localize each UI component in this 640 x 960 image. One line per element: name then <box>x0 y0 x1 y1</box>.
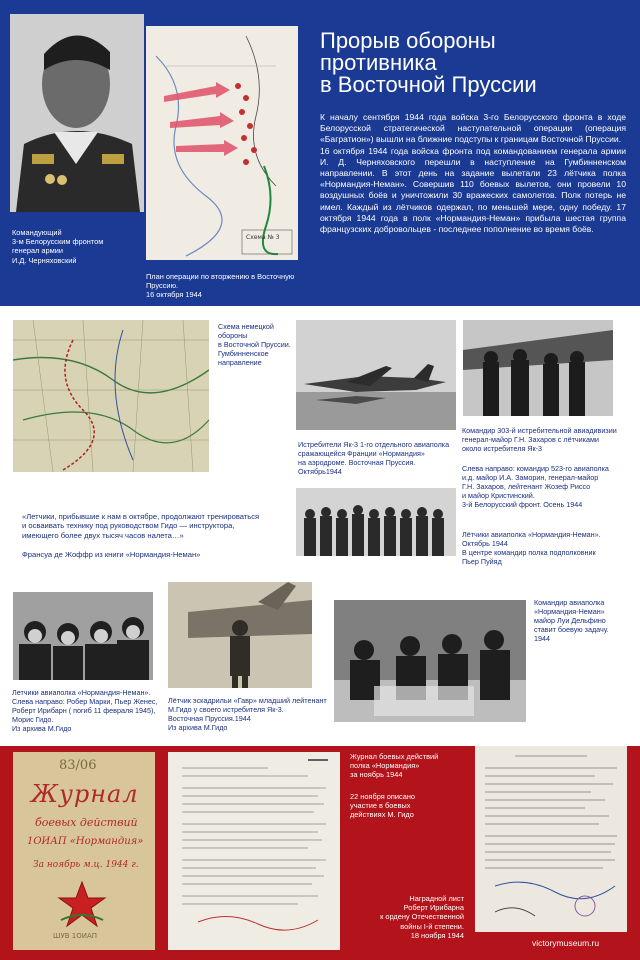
zakharov-pilots-photo <box>463 320 613 416</box>
journal-archive-mark: ШУВ 1ОИАП <box>53 932 98 940</box>
commander-portrait-photo <box>10 14 144 212</box>
journal-line3: 1ОИАП «Нормандия» <box>27 836 144 847</box>
red-star-icon <box>57 880 107 928</box>
journal-line4: За ноябрь м.ц. 1944 г. <box>33 860 139 870</box>
svg-text:Схема № 3: Схема № 3 <box>246 234 280 241</box>
journal-caption: Журнал боевых действий полка «Нормандия» за ноябрь 1944 <box>350 752 439 780</box>
journal-title-word: Журнал <box>31 780 139 808</box>
quote-source: Франсуа де Жоффр из книги «Нормандия-Неман» <box>22 550 201 559</box>
zakharov-caption: Командир 303-й истребительной авиадивизии генерал-майор Г.Н. Захаров с лётчиками около истребителя Як-3 <box>462 426 617 453</box>
four-pilots-caption: Летчики авиаполка «Нормандия-Неман». Слева направо: Робер Марки, Пьер Женес, Роберт Ирибарн ( погиб 11 февраля 1945), Морис Гидо. Из архива М.Гидо <box>12 688 158 733</box>
operation-plan-map <box>146 26 298 260</box>
commander-caption: Командующий 3-м Белорусским фронтом генерал армии И.Д. Черняховский <box>12 228 104 265</box>
pilots-group-photo <box>296 488 456 556</box>
operation-plan-caption: План операции по вторжению в Восточную Пруссию. 16 октября 1944 <box>146 272 295 300</box>
delfino-caption: Командир авиаполка «Нормандия-Неман» майор Луи Дельфино ставит боевую задачу. 1944 <box>534 598 609 643</box>
journal-line2: боевых действий <box>35 816 138 829</box>
four-pilots-photo <box>13 592 153 680</box>
page-title-line: противника <box>320 50 437 75</box>
pilots-quote: «Летчики, прибывшие к нам в октябре, продолжают тренироваться и осваивать технику под руководством Гидо — инструктора, имеющего более двух тысяч часов налета…» <box>22 512 260 540</box>
regiment-523-caption: Слева направо: командир 523-го авиаполка и.д. майор И.А. Заморин, генерал-майор Г.Н. Захаров, лейтенант Жозеф Риссо и майор Кристинский. 3-й Белорусский фронт. Осень 1944 <box>462 464 609 509</box>
page-title-line: в Восточной Пруссии <box>320 72 537 97</box>
award-caption: Наградной лист Роберт Ирибарна к ордену Отечественной войны I-й степени. 18 ноября 1944 <box>380 894 464 940</box>
gavr-pilot-photo <box>168 582 312 688</box>
pilots-october-caption: Лётчики авиаполка «Нормандия-Неман». Октябрь 1944 В центре командир полка подполковник Пьер Пуйяд <box>462 530 601 566</box>
gavr-pilot-caption: Лётчик эскадрильи «Гавр» младший лейтенант М.Гидо у своего истребителя Як-3. Восточная Пруссия.1944 Из архива М.Гидо <box>168 696 327 732</box>
yak3-aircraft-caption: Истребители Як-3 1-го отдельного авиаполка сражающейся Франции «Нормандия» на аэродроме. Восточная Пруссия. Октябрь1944 <box>298 440 450 476</box>
defense-scheme-caption: Схема немецкой обороны в Восточной Пруссии. Гумбинненское направление <box>218 322 291 367</box>
journal-nov22-caption: 22 ноября описано участие в боевых действиях М. Гидо <box>350 792 416 820</box>
journal-page-document <box>168 752 340 950</box>
delfino-briefing-photo <box>334 600 526 722</box>
intro-text: К началу сентября 1944 года войска 3-го Белорусского фронта в ходе Белорусской стратегической наступательной операции (операция «Багратион») вышли на ближние подступы к границам Восточной Пруссии. 16 октября 1944 года войска фронта под командованием генерала армии И. Д. Черняховского перешли в наступление на Гумбинненском направлении. В этот день на задание вылетали 23 лётчика полка «Нормандия-Неман». Совершив 110 боевых вылетов, они провели 10 воздушных боёв и уничтожили 30 вражеских самолетов. Полк потерь не имел. Каждый из лётчиков одержал, по меньшей мере, одну победу. 17 октября 1944 года в полк «Нормандия-Неман» прибыла шестая группа французских добровольцев - последнее пополнение во время боёв. <box>320 112 626 235</box>
award-sheet-document <box>475 746 627 932</box>
defense-scheme-map <box>13 320 209 472</box>
journal-cover-document <box>13 752 155 950</box>
page-title-line: Прорыв обороны <box>320 28 496 53</box>
yak3-aircraft-photo <box>296 320 456 430</box>
journal-number: 83/06 <box>59 758 97 773</box>
page-title <box>320 30 620 96</box>
site-url-link[interactable]: victorymuseum.ru <box>532 938 600 948</box>
